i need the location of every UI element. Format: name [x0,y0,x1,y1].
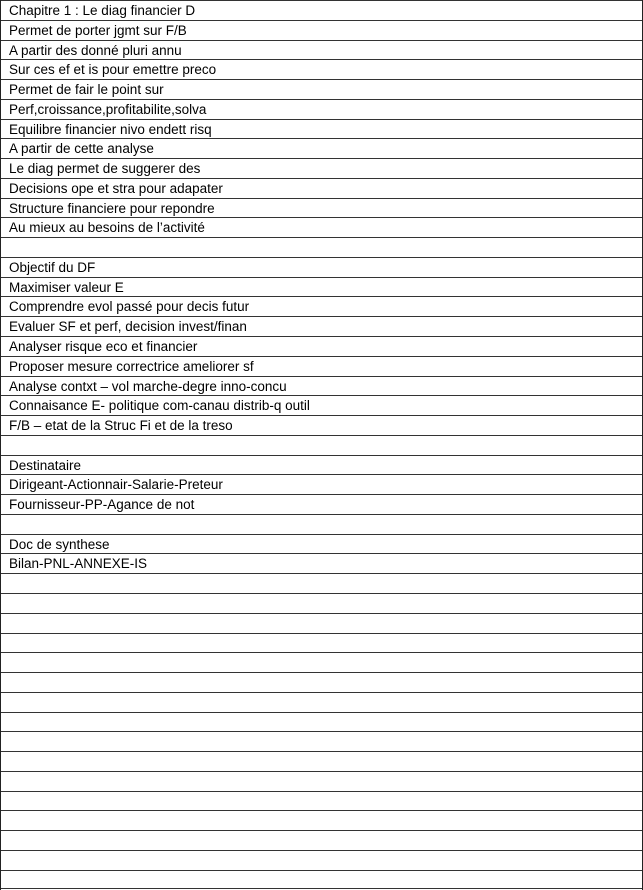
notes-line: Bilan-PNL-ANNEXE-IS [1,553,642,573]
notes-line: Equilibre financier nivo endett risq [1,119,642,139]
notes-line [1,791,642,811]
notes-line [1,692,642,712]
notes-line: Analyse contxt – vol marche-degre inno-concu [1,376,642,396]
notes-line: Au mieux au besoins de l’activité [1,217,642,237]
notes-line: Structure financiere pour repondre [1,198,642,218]
notes-line: Permet de fair le point sur [1,79,642,99]
notes-line [1,514,642,534]
notes-line [1,712,642,732]
notes-line [1,573,642,593]
notes-line: Maximiser valeur E [1,277,642,297]
notes-line: Permet de porter jgmt sur F/B [1,20,642,40]
notes-line: Decisions ope et stra pour adapater [1,178,642,198]
notes-line [1,593,642,613]
notes-line: F/B – etat de la Struc Fi et de la treso [1,415,642,435]
notes-line: Analyser risque eco et financier [1,336,642,356]
notes-line: Sur ces ef et is pour emettre preco [1,59,642,79]
notes-line: Dirigeant-Actionnair-Salarie-Preteur [1,474,642,494]
notes-line [1,830,642,850]
notes-line: Chapitre 1 : Le diag financier D [1,0,642,20]
notes-line [1,870,642,890]
notes-line [1,672,642,692]
notes-line: Doc de synthese [1,534,642,554]
notes-line [1,613,642,633]
notes-line: Proposer mesure correctrice ameliorer sf [1,356,642,376]
notes-line: Evaluer SF et perf, decision invest/finan [1,316,642,336]
notes-line: Destinataire [1,455,642,475]
notes-line [1,633,642,653]
notes-line [1,731,642,751]
notes-line [1,810,642,830]
notes-line [1,771,642,791]
notes-line: Le diag permet de suggerer des [1,158,642,178]
notes-line [1,652,642,672]
notes-line [1,435,642,455]
notes-line: A partir de cette analyse [1,138,642,158]
notes-line: Fournisseur-PP-Agance de not [1,494,642,514]
notes-line: Perf,croissance,profitabilite,solva [1,99,642,119]
notes-line: A partir des donné pluri annu [1,40,642,60]
notes-line: Connaisance E- politique com-canau distrib-q outil [1,395,642,415]
notes-line [1,751,642,771]
notes-line [1,237,642,257]
notes-line [1,850,642,870]
notes-line: Objectif du DF [1,257,642,277]
notes-rows [1,0,642,889]
notes-line: Comprendre evol passé pour decis futur [1,296,642,316]
